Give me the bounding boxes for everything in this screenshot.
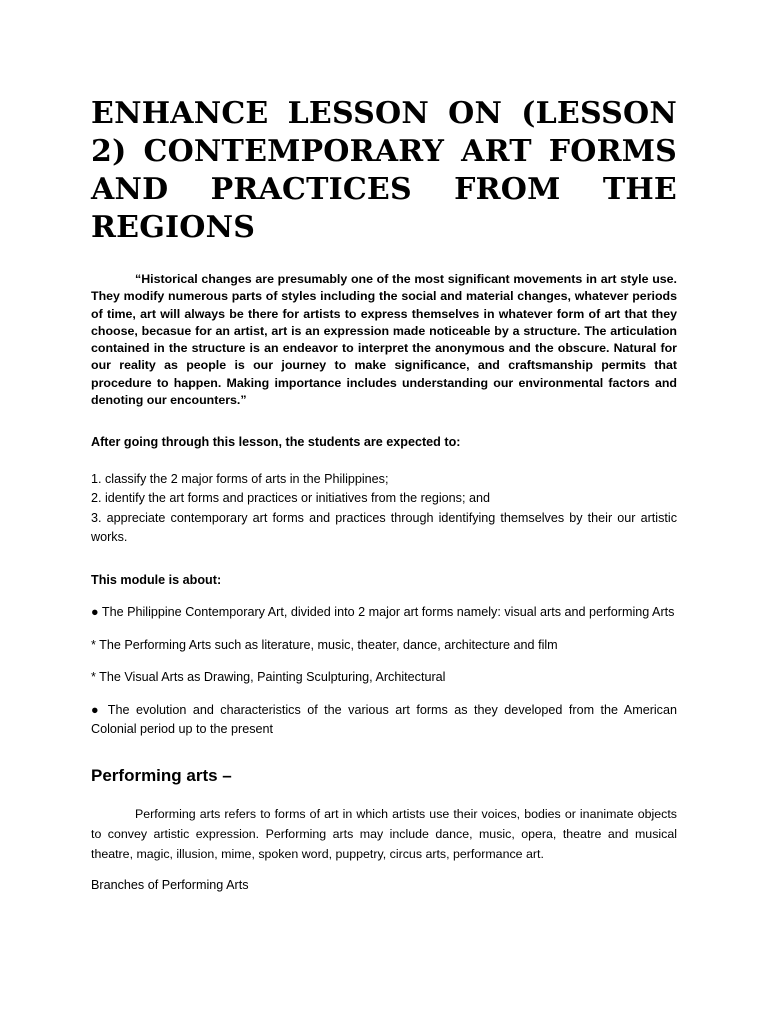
document-title: ENHANCE LESSON ON (LESSON 2) CONTEMPORARY ART FORMS AND PRACTICES FROM THE REGIONS bbox=[91, 96, 677, 245]
module-bullet: ● The Philippine Contemporary Art, divided into 2 major art forms namely: visual arts and performing Arts bbox=[91, 605, 675, 620]
objectives-heading: After going through this lesson, the students are expected to: bbox=[91, 435, 461, 450]
module-subitem: * The Performing Arts such as literature, music, theater, dance, architecture and film bbox=[91, 637, 558, 652]
objective-item: 1. classify the 2 major forms of arts in the Philippines; bbox=[91, 471, 389, 486]
intro-quote: “Historical changes are presumably one of the most significant movements in art style use. They modify numerous parts of styles including the social and material changes, whatever periods of time, art will always be there for artists to express themselves in whatever form of art that they choose, becasue for an artist, art is an expression made noticeable by a structure. The articulation contained in the structure is an endeavor to interpret the anonymous and the obscure. Natural for our reality as people is our journey to make significance, and craftsmanship permits that procedure to happen. Making importance includes understanding our environmental factors and denoting our encounters.” bbox=[91, 272, 677, 408]
objective-item: 2. identify the art forms and practices or initiatives from the regions; and bbox=[91, 491, 490, 506]
branches-heading: Branches of Performing Arts bbox=[91, 877, 249, 892]
document-page bbox=[91, 95, 677, 895]
module-heading: This module is about: bbox=[91, 572, 222, 587]
section-heading-performing-arts: Performing arts – bbox=[91, 765, 232, 785]
objective-item: 3. appreciate contemporary art forms and practices through identifying themselves by their our artistic works. bbox=[91, 510, 677, 545]
module-bullet: ● The evolution and characteristics of the various art forms as they developed from the American Colonial period up to the present bbox=[91, 702, 677, 737]
module-subitem: * The Visual Arts as Drawing, Painting Sculpturing, Architectural bbox=[91, 670, 446, 685]
objectives-list bbox=[91, 470, 677, 548]
performing-arts-paragraph: Performing arts refers to forms of art in which artists use their voices, bodies or inanimate objects to convey artistic expression. Performing arts may include dance, music, opera, theatre and musical theatre, magic, illusion, mime, spoken word, puppetry, circus arts, performance art. bbox=[91, 806, 677, 861]
